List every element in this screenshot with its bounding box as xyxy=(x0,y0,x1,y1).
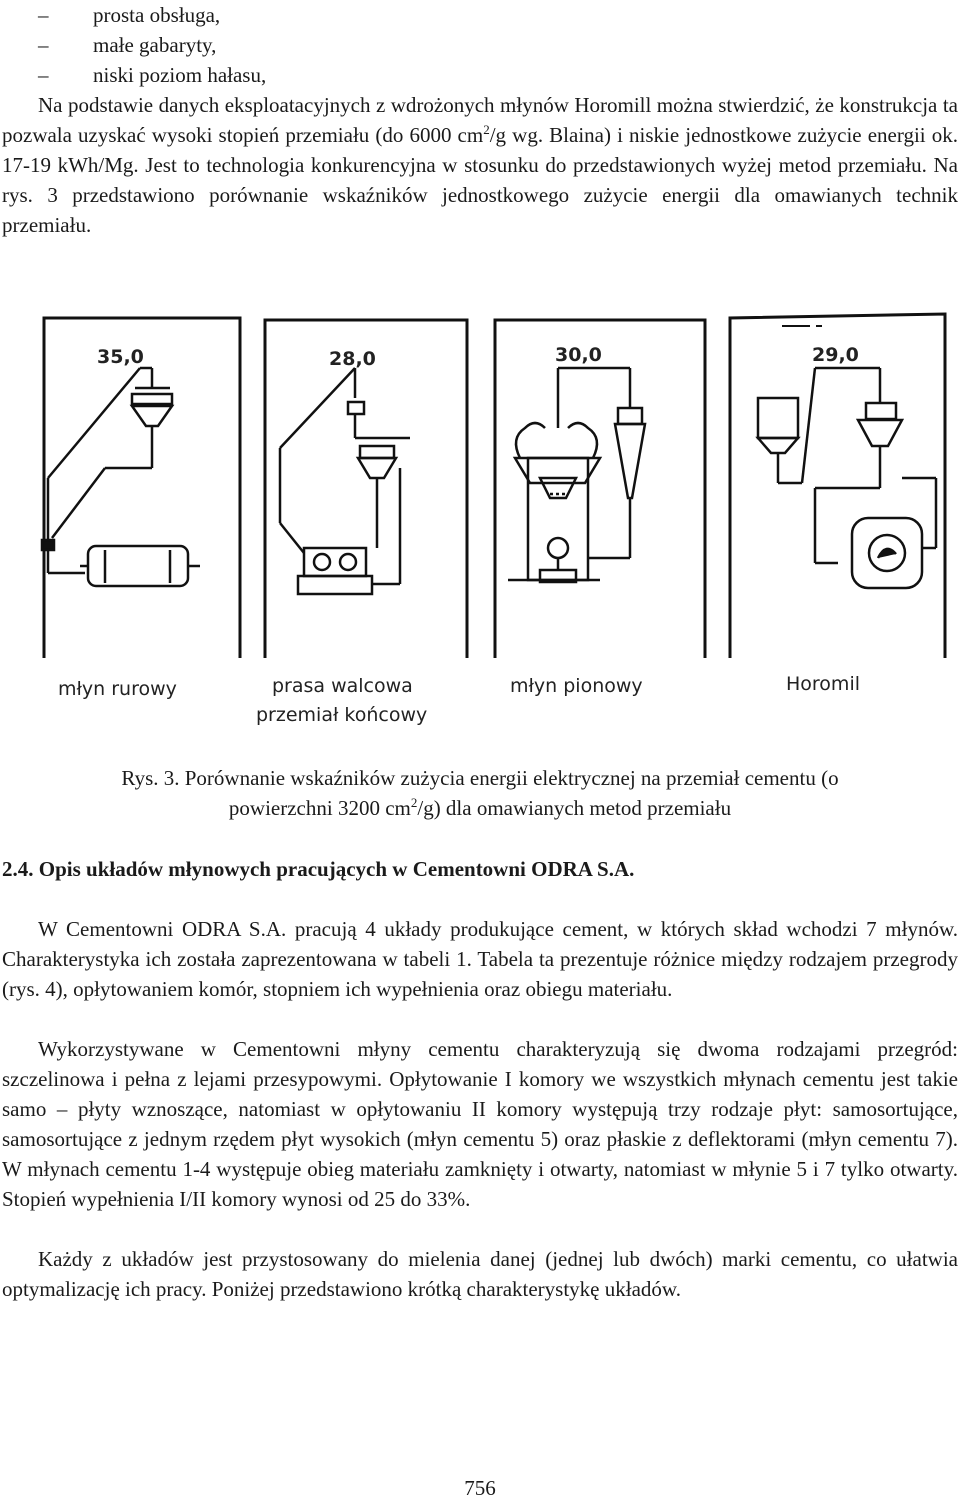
intro-text-1: Na podstawie danych eksploatacyjnych z wdrożonych młynów Horomill można stwierdzić, że konstrukcja ta pozwala uzyskać wysoki stopień przemiału (do 6000 cm xyxy=(2,93,958,147)
tube-mill-schematic xyxy=(42,368,200,586)
bullet-text: niski poziom hałasu, xyxy=(93,63,267,87)
caption-line-1: Rys. 3. Porównanie wskaźników zużycia energii elektrycznej na przemiał cementu (o xyxy=(121,766,839,790)
label-final-grinding: przemiał końcowy xyxy=(256,704,428,726)
intro-text-2: /g wg. Blaina) i niskie jednostkowe zużycie energii ok. 17-19 kWh/Mg. Jest to technologia konkurencyjna w stosunku do przedstawionych wyżej metod przemiału. Na rys. 3 przedstawiono porównanie wskaźników jednostkowego zużycie energii dla omawianych technik przemiału. xyxy=(2,123,958,237)
figure-energy-comparison xyxy=(40,308,950,738)
bullet-dash: – xyxy=(38,3,49,27)
body-paragraph-3 xyxy=(2,1244,958,1304)
page-number: 756 xyxy=(464,1476,496,1500)
figure-caption xyxy=(40,763,920,823)
horomill-schematic xyxy=(758,368,936,588)
bullet-dash: – xyxy=(38,33,49,57)
body-paragraph-2 xyxy=(2,1034,958,1214)
value-vertical-mill: 30,0 xyxy=(555,344,602,366)
caption-superscript: 2 xyxy=(410,795,418,810)
roller-press-schematic xyxy=(280,368,410,594)
vertical-mill-schematic xyxy=(508,368,645,582)
intro-paragraph xyxy=(2,90,958,240)
caption-text-a: powierzchni 3200 cm xyxy=(228,796,411,820)
bullet-list xyxy=(38,0,938,90)
bullet-item xyxy=(38,30,938,60)
bullet-item xyxy=(38,60,938,90)
label-vertical-mill: młyn pionowy xyxy=(510,675,643,697)
body-paragraph-1-text: W Cementowni ODRA S.A. pracują 4 układy produkujące cement, w których skład wchodzi 7 młynów. Charakterystyka ich została zaprezentowana w tabeli 1. Tabela ta prezentuje różnice między rodzajem przegrody (rys. 4), opłytowaniem komór, stopniem ich wypełnienia oraz obiegu materiału. xyxy=(2,917,958,1001)
intro-superscript: 2 xyxy=(483,122,490,137)
bullet-text: prosta obsługa, xyxy=(93,3,221,27)
label-roller-press: prasa walcowa xyxy=(272,675,413,697)
section-heading: 2.4. Opis układów młynowych pracujących w Cementowni ODRA S.A. xyxy=(2,857,635,881)
value-tube-mill: 35,0 xyxy=(97,346,144,368)
value-horomill: 29,0 xyxy=(812,344,859,366)
value-roller-press: 28,0 xyxy=(329,348,376,370)
body-paragraph-2-text: Wykorzystywane w Cementowni młyny cementu charakteryzują się dwoma rodzajami przegród: szczelinowa i pełna z lejami przesypowymi. Opłytowanie I komory we wszystkich młynach cementu jest takie samo – płyty wznoszące, natomiast w opłytowaniu II komory występują trzy rodzaje płyt: samosortujące, samosortujące z jednym rzędem płyt wysokich (młyn cementu 5) oraz płaskie z deflektorami (młyn cementu 7). W młynach cementu 1-4 występuje obieg materiału zamknięty i otwarty, natomiast w młynie 5 i 7 tylko otwarty. Stopień wypełnienia I/II komory wynosi od 25 do 33%. xyxy=(2,1037,958,1211)
label-tube-mill: młyn rurowy xyxy=(58,678,177,700)
bullet-text: małe gabaryty, xyxy=(93,33,217,57)
body-paragraph-3-text: Każdy z układów jest przystosowany do mielenia danej (jednej lub dwóch) marki cementu, co ułatwia optymalizację ich pracy. Poniżej przedstawiono krótką charakterystykę układów. xyxy=(2,1247,958,1301)
caption-line-2 xyxy=(40,793,920,823)
label-horomill: Horomil xyxy=(786,673,860,695)
panel-frame-roller-press xyxy=(265,320,467,658)
bullet-dash: – xyxy=(38,63,49,87)
caption-text-b: /g) dla omawianych metod przemiału xyxy=(417,796,732,820)
body-paragraph-1 xyxy=(2,914,958,1004)
bullet-item xyxy=(38,0,938,30)
panel-frame-vertical-mill xyxy=(495,320,705,658)
